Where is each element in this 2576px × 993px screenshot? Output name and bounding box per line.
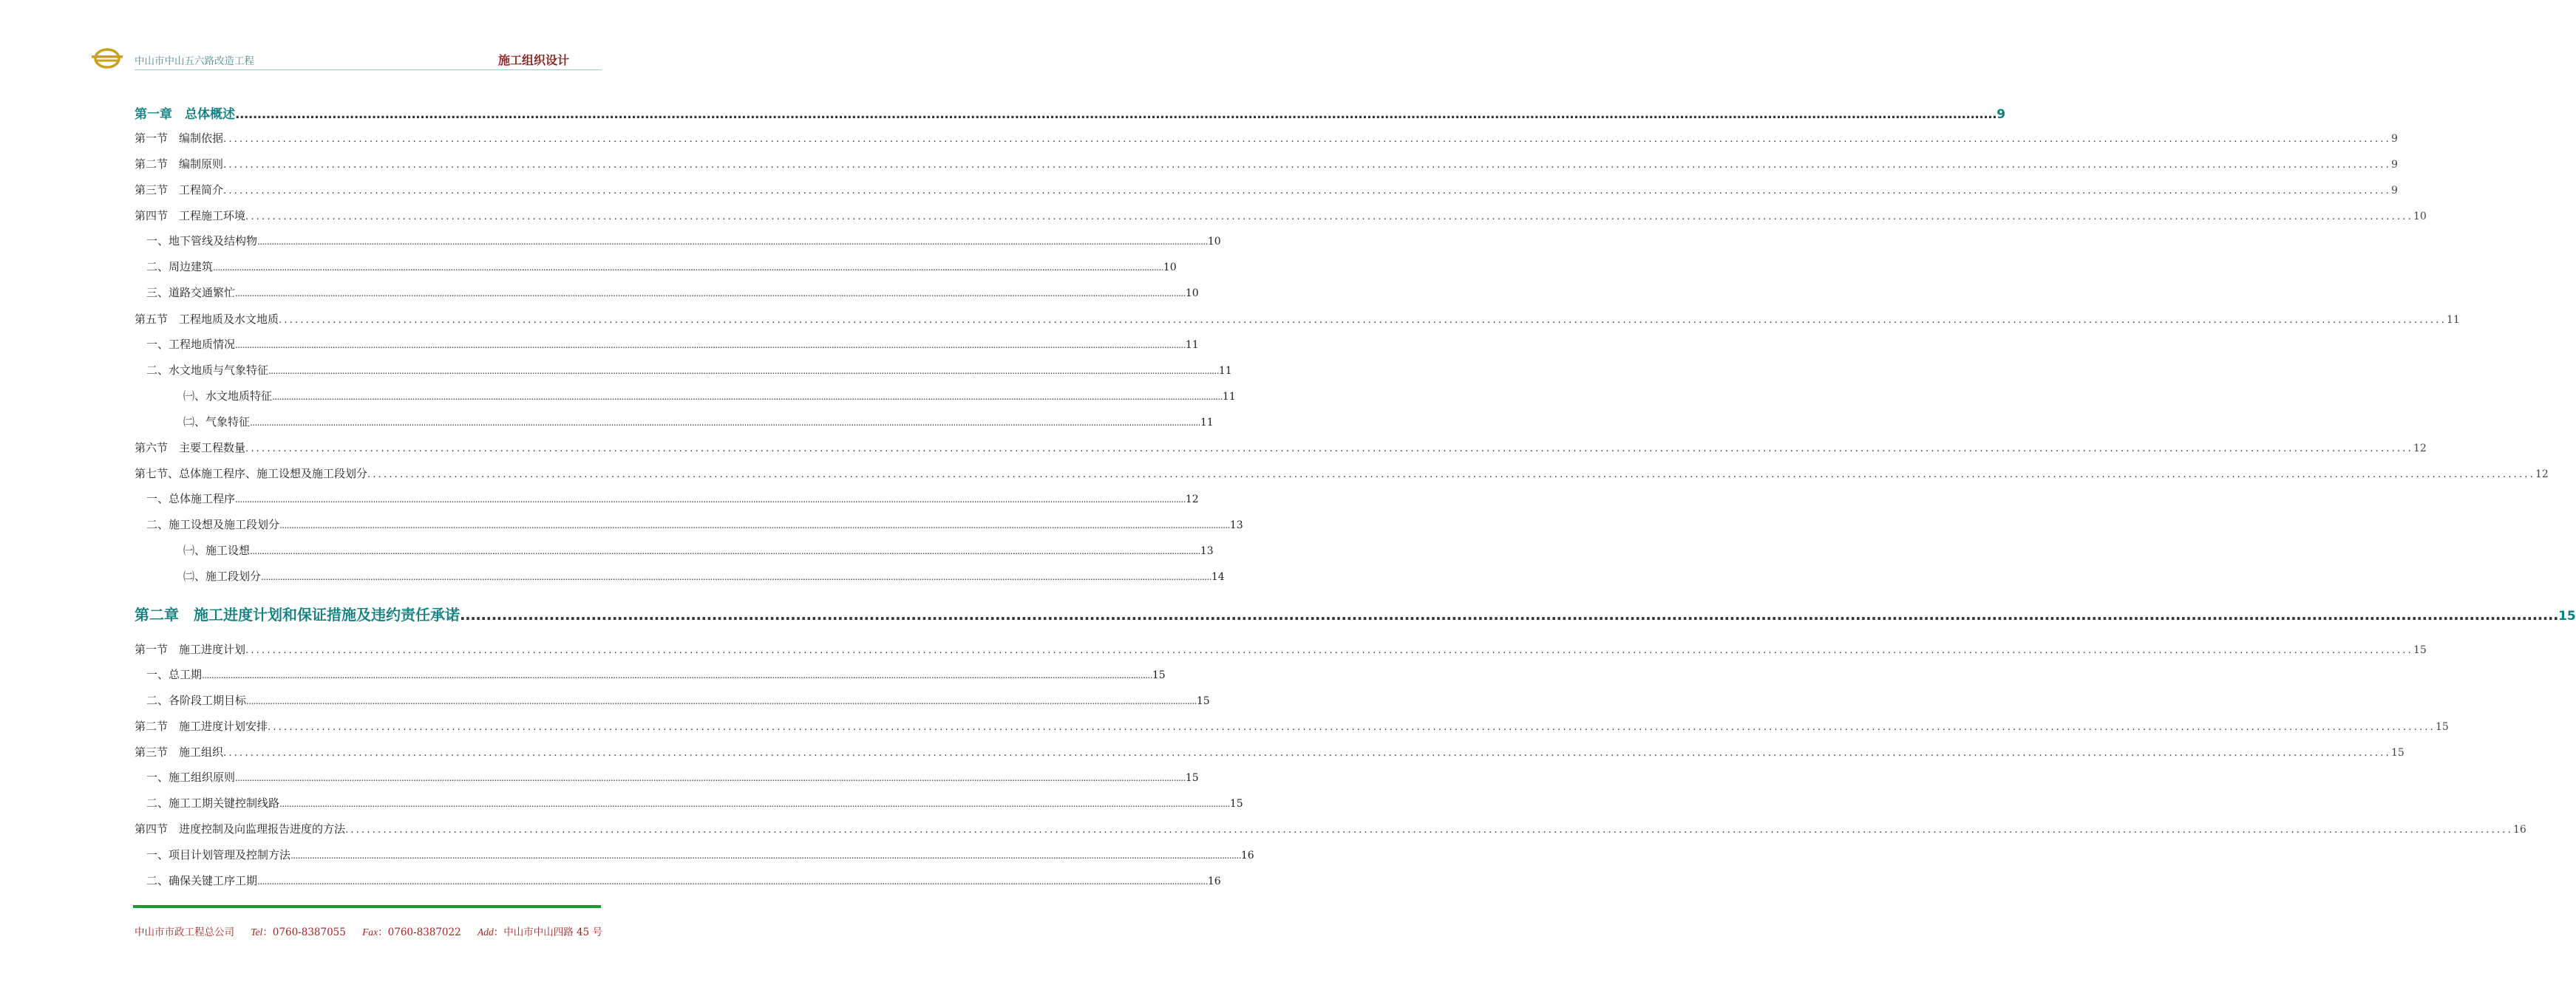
toc-entry[interactable] [135,440,2427,455]
footer-address: ：中山市中山四路 45 号 [493,927,603,938]
toc-entry[interactable] [135,130,2398,146]
toc-entry-title: 一、总工期 [146,668,203,681]
toc-page-number: 16 [1240,850,1254,861]
toc-page-number: 13 [1229,519,1243,531]
toc-entry[interactable] [135,156,2398,171]
toc-page-number: 15 [2390,747,2405,759]
toc-page-number: 15 [1196,695,1210,707]
toc-dot-leader: ................................................................................................................................................................................................................................................................................................................................................................................................................ [279,520,1230,530]
toc-dot-leader: ................................................................................................................................................................................................................................................................................................................................................................................................................ [223,748,2391,759]
toc-entry-title: 第二章 施工进度计划和保证措施及违约责任承诺 [135,606,460,624]
toc-dot-leader: ................................................................................................................................................................................................................................................................................................................................................................................................................ [213,262,1163,273]
toc-dot-leader: ................................................................................................................................................................................................................................................................................................................................................................................................................ [345,825,2513,836]
company-logo-icon [90,47,124,69]
toc-dot-leader: ................................................................................................................................................................................................................................................................................................................................................................................................................ [235,340,1186,350]
toc-dot-leader: ................................................................................................................................................................................................................................................................................................................................................................................................................ [367,469,2535,480]
toc-entry-title: ㈡、施工段划分 [183,570,262,583]
toc-dot-leader: ................................................................................................................................................................................................................................................................................................................................................................................................................ [272,392,1223,402]
toc-entry[interactable] [135,336,1199,352]
header-document-title: 施工组织设计 [497,53,569,67]
toc-entry[interactable] [135,692,1210,708]
toc-dot-leader: ................................................................................................................................................................................................................................................................................................................................................................................................................ [250,417,1200,428]
toc-dot-leader: ................................................................................................................................................................................................................................................................................................................................................................................................................ [250,546,1200,556]
toc-page-number: 11 [1222,391,1236,403]
toc-entry[interactable] [135,465,2549,481]
toc-entry-title: 第五节 工程地质及水文地质 [135,313,279,326]
toc-entry-title: 第七节、总体施工程序、施工设想及施工段划分 [135,467,368,480]
toc-entry-title: 第二节 编制原则 [135,157,224,171]
page-header [90,46,602,71]
toc-page-number: 15 [1152,669,1166,681]
toc-dot-leader: ................................................................................................................................................................................................................................................................................................................................................................................................................ [246,696,1197,706]
footer-tel: ：0760-8387055 [262,927,346,938]
toc-entry-title: 第一节 施工进度计划 [135,643,246,656]
toc-page-number: 15 [2435,721,2449,733]
toc-entry[interactable] [135,388,1236,403]
toc-entry-title: 三、道路交通繁忙 [146,286,236,299]
toc-chapter-entry[interactable] [135,103,2006,122]
toc-dot-leader: ................................................................................................................................................................................................................................................................................................................................................................................................................ [279,315,2447,326]
toc-dot-leader: ................................................................................................................................................................................................................................................................................................................................................................................................................ [223,160,2391,171]
toc-dot-leader: ................................................................................................................................................................................................................................................................................................................................................................................................................ [235,494,1186,505]
toc-entry-title: 二、确保关键工序工期 [146,874,258,887]
toc-entry-title: 第四节 进度控制及向监理报告进度的方法 [135,822,346,836]
toc-entry[interactable] [135,516,1243,532]
toc-entry-title: 一、工程地质情况 [146,338,236,351]
toc-dot-leader: ................................................................................................................................................................................................................................................................................................................................................................................................................ [245,211,2413,222]
toc-dot-leader: ................................................................................................................................................................................................................................................................................................................................................................................................................ [245,645,2413,656]
toc-dot-leader: ................................................................................................................................................................................................................................................................................................................................................................................................................ [223,185,2391,197]
toc-dot-leader: ................................................................................................................................................................................................................................................................................................................................................................................................................ [223,134,2391,145]
toc-entry[interactable] [135,208,2427,223]
toc-dot-leader: ................................................................................................................................................................................................................................................................................................................................................................................................................ [279,799,1230,809]
toc-page-number: 11 [1218,365,1232,377]
toc-entry[interactable] [135,284,1199,300]
toc-page-number: 9 [2390,133,2398,145]
toc-entry-title: ㈠、水文地质特征 [183,389,273,403]
toc-entry[interactable] [135,311,2460,327]
toc-entry[interactable] [135,847,1254,862]
toc-page-number: 9 [2390,159,2398,171]
toc-entry[interactable] [135,718,2449,734]
toc-page-number: 9 [1996,107,2006,122]
toc-entry[interactable] [135,821,2526,836]
toc-entry-title: 二、施工设想及施工段划分 [146,518,280,531]
toc-entry-title: ㈡、气象特征 [183,415,251,429]
toc-dot-leader: ................................................................................................................................................................................................................................................................................................................................................................................................................ [235,773,1186,783]
toc-page-number: 11 [2446,314,2460,326]
toc-page-number: 16 [2512,824,2526,836]
toc-page-number: 12 [2413,443,2427,454]
toc-entry-title: 第三节 施工组织 [135,745,224,759]
footer-tel-label: Tel [251,927,263,938]
toc-chapter-entry[interactable] [135,603,2576,624]
toc-entry[interactable] [135,873,1221,888]
toc-entry-title: 一、施工组织原则 [146,771,236,784]
toc-entry-title: 一、地下管线及结构物 [146,234,258,248]
footer-company: 中山市市政工程总公司 [135,927,234,938]
toc-page-number: 10 [2413,211,2427,222]
toc-page-number: 14 [1211,571,1225,583]
toc-entry-title: 一、项目计划管理及控制方法 [146,848,291,861]
toc-entry-title: 第二节 施工进度计划安排 [135,720,268,733]
toc-page-number: 15 [2558,609,2576,624]
toc-dot-leader: ................................................................................................................................................................................................................................................................................................................................................................................................................ [460,606,2559,624]
page-footer [135,924,602,938]
toc-page-number: 15 [1185,772,1199,784]
header-project-title: 中山市中山五六路改造工程 [135,55,254,67]
toc-entry-title: 一、总体施工程序 [146,492,236,505]
toc-entry[interactable] [135,542,1214,558]
footer-fax: ：0760-8387022 [378,927,461,938]
toc-page-number: 10 [1185,287,1199,299]
toc-entry-title: 第六节 主要工程数量 [135,441,246,454]
toc-entry-title: ㈠、施工设想 [183,544,251,557]
toc-page-number: 15 [1229,798,1243,810]
toc-dot-leader: ................................................................................................................................................................................................................................................................................................................................................................................................................ [202,670,1152,680]
toc-entry[interactable] [135,568,1225,584]
toc-dot-leader: ................................................................................................................................................................................................................................................................................................................................................................................................................ [257,876,1208,887]
toc-entry-title: 第一章 总体概述 [135,107,235,122]
toc-dot-leader: ................................................................................................................................................................................................................................................................................................................................................................................................................ [235,107,1997,122]
toc-page-number: 9 [2390,185,2398,197]
toc-entry[interactable] [135,414,1214,429]
toc-entry[interactable] [135,233,1221,248]
toc-page-number: 10 [1163,262,1177,273]
toc-entry-title: 第三节 工程简介 [135,183,224,197]
footer-add-label: Add [478,927,494,938]
toc-entry-title: 第四节 工程施工环境 [135,209,246,222]
toc-entry-title: 二、水文地质与气象特征 [146,364,269,377]
toc-dot-leader: ................................................................................................................................................................................................................................................................................................................................................................................................................ [290,850,1241,861]
toc-entry-title: 二、周边建筑 [146,260,214,273]
toc-page-number: 13 [1200,545,1214,557]
toc-page-number: 12 [1185,494,1199,505]
toc-entry[interactable] [135,795,1243,811]
toc-page-number: 11 [1200,417,1214,429]
toc-entry[interactable] [135,769,1199,785]
toc-page-number: 12 [2535,468,2549,480]
toc-entry[interactable] [135,641,2427,657]
toc-page-number: 11 [1185,339,1199,351]
toc-entry[interactable] [135,259,1177,274]
toc-entry-title: 二、施工工期关键控制线路 [146,796,280,810]
toc-entry-title: 二、各阶段工期目标 [146,694,247,707]
header-divider [135,69,602,70]
toc-entry[interactable] [135,666,1166,682]
toc-dot-leader: ................................................................................................................................................................................................................................................................................................................................................................................................................ [268,722,2436,733]
toc-entry[interactable] [135,362,1232,378]
toc-dot-leader: ................................................................................................................................................................................................................................................................................................................................................................................................................ [261,572,1211,582]
toc-page-number: 16 [1207,876,1221,887]
toc-dot-leader: ................................................................................................................................................................................................................................................................................................................................................................................................................ [245,443,2413,454]
toc-page-number: 10 [1207,236,1221,248]
toc-entry[interactable] [135,491,1199,506]
footer-divider [133,905,601,908]
toc-dot-leader: ................................................................................................................................................................................................................................................................................................................................................................................................................ [268,366,1219,376]
toc-dot-leader: ................................................................................................................................................................................................................................................................................................................................................................................................................ [257,236,1208,247]
toc-dot-leader: ................................................................................................................................................................................................................................................................................................................................................................................................................ [235,288,1186,298]
toc-page-number: 15 [2413,644,2427,656]
toc-entry[interactable] [135,182,2398,197]
footer-fax-label: Fax [362,927,378,938]
toc-entry-title: 第一节 编制依据 [135,132,224,145]
toc-entry[interactable] [135,744,2405,760]
